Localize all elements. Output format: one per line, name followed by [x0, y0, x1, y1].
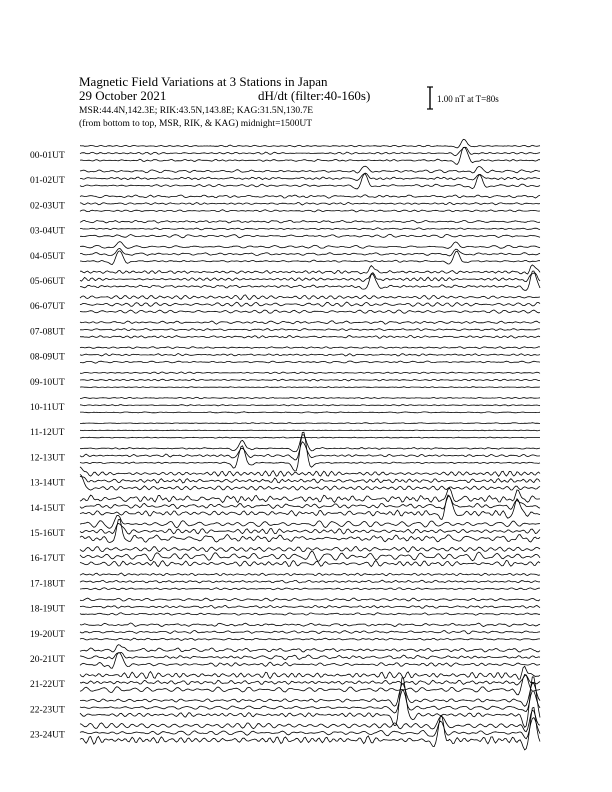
trace-kag-22-23UT [80, 683, 540, 706]
hour-label: 16-17UT [30, 554, 65, 565]
hour-label: 22-23UT [30, 705, 65, 716]
hour-label: 20-21UT [30, 655, 65, 665]
trace-msr-18-19UT [80, 613, 540, 616]
hour-label: 07-08UT [30, 327, 65, 338]
hour-label: 12-13UT [30, 453, 65, 464]
trace-kag-03-04UT [80, 220, 540, 223]
trace-kag-20-21UT [80, 645, 540, 652]
hour-label: 13-14UT [30, 478, 65, 489]
trace-msr-04-05UT [80, 251, 540, 265]
trace-rik-00-01UT [80, 147, 540, 156]
trace-kag-10-11UT [80, 397, 540, 398]
trace-kag-09-10UT [80, 372, 540, 374]
trace-rik-17-18UT [80, 580, 540, 583]
trace-rik-18-19UT [80, 605, 540, 608]
trace-rik-03-04UT [80, 228, 540, 230]
trace-kag-19-20UT [80, 623, 540, 627]
trace-kag-17-18UT [80, 573, 540, 576]
hour-label: 09-10UT [30, 377, 65, 388]
trace-msr-14-15UT [80, 495, 540, 520]
trace-msr-08-09UT [80, 361, 540, 363]
trace-kag-18-19UT [80, 598, 540, 601]
hour-labels [30, 151, 65, 741]
trace-rik-13-14UT [80, 476, 540, 483]
hour-label: 17-18UT [30, 579, 65, 590]
hour-label: 08-09UT [30, 352, 65, 363]
trace-kag-04-05UT [80, 242, 540, 249]
trace-msr-06-07UT [80, 310, 540, 313]
trace-kag-16-17UT [80, 546, 540, 552]
hour-label: 04-05UT [30, 251, 65, 262]
trace-kag-01-02UT [80, 166, 540, 173]
trace-msr-02-03UT [80, 210, 540, 212]
hour-label: 11-12UT [30, 428, 65, 439]
trace-rik-12-13UT [80, 442, 540, 460]
trace-msr-10-11UT [80, 412, 540, 413]
hour-label: 03-04UT [30, 226, 65, 237]
trace-msr-20-21UT [80, 653, 540, 669]
trace-msr-00-01UT [80, 147, 540, 164]
trace-rik-04-05UT [80, 249, 540, 256]
order-line: (from bottom to top, MSR, RIK, & KAG) midnight=1500UT [79, 119, 313, 129]
scale-label: 1.00 nT at T=80s [437, 94, 499, 104]
trace-msr-21-22UT [80, 674, 540, 694]
trace-msr-16-17UT [80, 560, 540, 566]
hour-label: 18-19UT [30, 604, 65, 615]
trace-kag-08-09UT [80, 347, 540, 349]
trace-kag-21-22UT [80, 666, 540, 679]
trace-rik-07-08UT [80, 329, 540, 331]
trace-msr-19-20UT [80, 638, 540, 640]
trace-msr-03-04UT [80, 234, 540, 238]
trace-kag-07-08UT [80, 321, 540, 324]
trace-kag-05-06UT [80, 265, 540, 274]
hour-label: 00-01UT [30, 151, 65, 161]
trace-rik-10-11UT [80, 405, 540, 406]
hour-label: 05-06UT [30, 277, 65, 287]
stations-line: MSR:44.4N,142.3E; RIK:43.5N,143.8E; KAG:31.5N,130.7E [79, 106, 314, 116]
trace-rik-08-09UT [80, 353, 540, 356]
chart-title: Magnetic Field Variations at 3 Stations in Japan [79, 74, 328, 89]
trace-rik-01-02UT [80, 173, 540, 180]
scale-bar [427, 87, 499, 109]
trace-msr-05-06UT [80, 271, 540, 290]
trace-kag-06-07UT [80, 295, 540, 300]
hour-label: 14-15UT [30, 503, 65, 514]
trace-msr-09-10UT [80, 387, 540, 388]
trace-kag-15-16UT [80, 515, 540, 528]
hour-label: 02-03UT [30, 201, 65, 212]
hour-label: 10-11UT [30, 403, 65, 413]
trace-msr-12-13UT [80, 432, 540, 471]
hour-label: 23-24UT [30, 730, 65, 741]
trace-rik-20-21UT [80, 652, 540, 659]
trace-msr-13-14UT [80, 474, 540, 490]
trace-rik-23-24UT [80, 718, 540, 739]
trace-rik-16-17UT [80, 551, 540, 561]
chart-date: 29 October 2021 [79, 88, 167, 103]
trace-rik-02-03UT [80, 202, 540, 205]
trace-kag-11-12UT [80, 423, 540, 424]
trace-kag-02-03UT [80, 195, 540, 198]
traces [80, 139, 540, 750]
hour-label: 15-16UT [30, 529, 65, 539]
trace-msr-17-18UT [80, 588, 540, 590]
trace-rik-06-07UT [80, 302, 540, 306]
trace-rik-21-22UT [80, 675, 540, 685]
trace-msr-01-02UT [80, 174, 540, 189]
hour-label: 01-02UT [30, 176, 65, 187]
trace-rik-09-10UT [80, 379, 540, 381]
trace-kag-00-01UT [80, 139, 540, 148]
chart-quantity: dH/dt (filter:40-160s) [258, 88, 371, 103]
trace-rik-11-12UT [80, 430, 540, 431]
trace-rik-14-15UT [80, 496, 540, 509]
trace-kag-13-14UT [80, 467, 540, 477]
hour-label: 21-22UT [30, 680, 65, 691]
trace-msr-07-08UT [80, 336, 540, 339]
trace-rik-19-20UT [80, 631, 540, 634]
hour-label: 06-07UT [30, 302, 65, 313]
hour-label: 19-20UT [30, 629, 65, 640]
trace-rik-05-06UT [80, 273, 540, 282]
trace-msr-11-12UT [80, 437, 540, 438]
